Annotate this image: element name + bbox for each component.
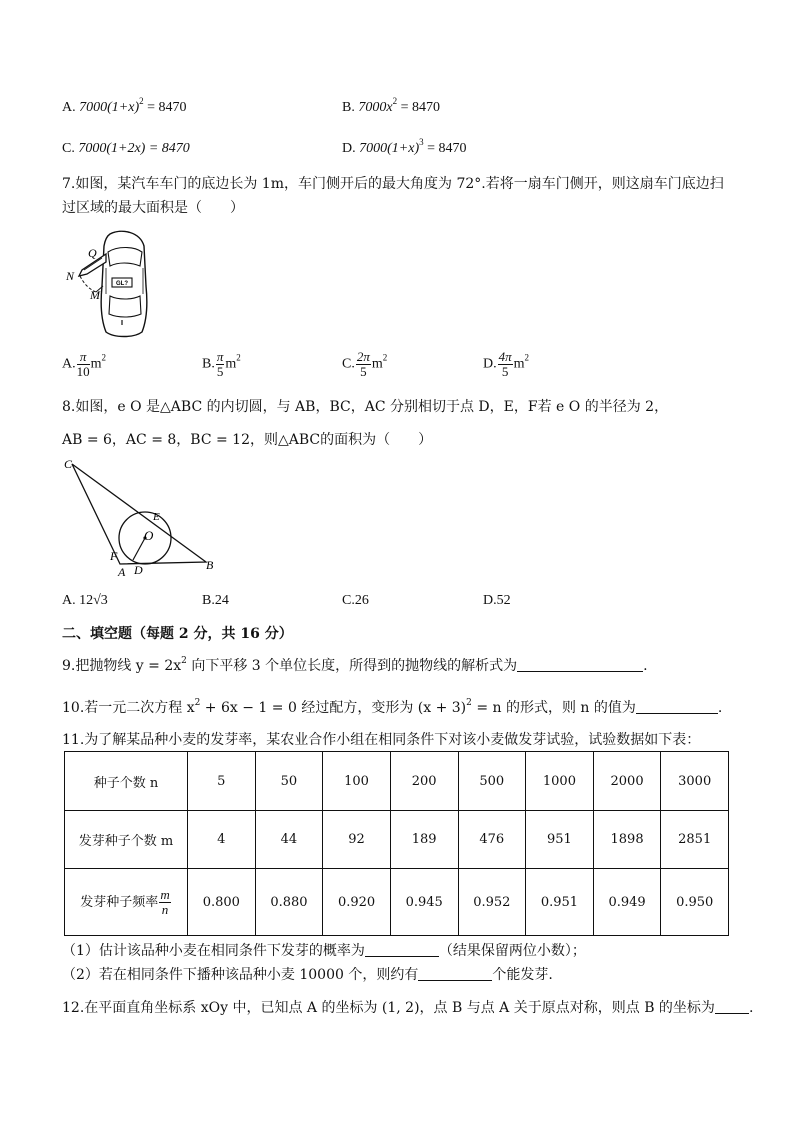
q8-option-a: A. 12√3 — [62, 593, 108, 608]
label-a: A — [118, 565, 126, 579]
table-cell: 0.920 — [323, 869, 391, 936]
table-cell: 189 — [390, 811, 458, 869]
q9-answer-blank[interactable] — [517, 657, 643, 672]
table-cell: 100 — [323, 752, 391, 811]
car-door-figure — [62, 226, 162, 340]
q10-answer-blank[interactable] — [636, 699, 718, 714]
label-c: C — [64, 457, 73, 471]
label-f: F — [110, 549, 118, 563]
q9-question: 9.把抛物线 $y = 2x^2$ 向下平移 3 个单位长度，所得到的抛物线的解析式为 . — [62, 656, 648, 674]
table-cell: 200 — [390, 752, 458, 811]
table-cell: 0.950 — [661, 869, 729, 936]
q8-question-line1: 8.如图，e O 是△ABC 的内切圆，与 AB，BC，AC 分别相切于点 D，E，F若 e O 的半径为 2， — [62, 399, 669, 415]
table-cell: 0.949 — [593, 869, 661, 936]
q11-subquestion-2: （2）若在相同条件下播种该品种小麦 10000 个，则约有 个能发芽. — [62, 967, 553, 983]
label-b: B — [206, 558, 214, 572]
row-header-germination-frequency: 发芽种子频率 $\frac{m}{n}$ — [65, 869, 188, 936]
q7-option-d: D. $\frac{4\pi}{5}$ $m^2$ — [483, 349, 530, 379]
q10-question: 10.若一元二次方程 $x^2 + 6x - 1 = 0$ 经过配方，变形为 $(x + 3)^2 = n$ 的形式，则 n 的值为 . — [62, 698, 723, 716]
table-cell: 1000 — [526, 752, 594, 811]
q11-1-answer-blank[interactable] — [365, 942, 439, 957]
svg-text:GL?: GL? — [116, 281, 128, 287]
table-cell: 0.945 — [390, 869, 458, 936]
label-m: M — [90, 288, 100, 302]
q12-question: 12.在平面直角坐标系 xOy 中，已知点 A 的坐标为 (1, 2)，点 B 与点 A 关于原点对称，则点 B 的坐标为 . — [62, 1000, 754, 1016]
table-cell: 44 — [255, 811, 323, 869]
q7-option-c: C. $\frac{2\pi}{5}$ $m^2$ — [342, 349, 388, 379]
q7-question-line2: 过区域的最大面积是（ ） — [62, 200, 244, 216]
q7-option-b: B. $\frac{\pi}{5}$ $m^2$ — [202, 349, 241, 379]
germination-table — [64, 751, 729, 936]
table-cell: 92 — [323, 811, 391, 869]
q8-option-c: C.26 — [342, 593, 369, 608]
table-cell: 0.880 — [255, 869, 323, 936]
label-q: Q — [88, 246, 97, 260]
q11-intro: 11.为了解某品种小麦的发芽率，某农业合作小组在相同条件下对该小麦做发芽试验，试验数据如下表： — [62, 732, 701, 748]
q6-option-a: A. $7000(1+x)^2 = 8470$ — [62, 96, 187, 115]
table-cell: 0.800 — [188, 869, 256, 936]
table-cell: 5 — [188, 752, 256, 811]
q7-question-line1: 7.如图，某汽车车门的底边长为 1m，车门侧开后的最大角度为 72°.若将一扇车门侧开，则这扇车门底边扫 — [62, 176, 724, 192]
table-cell: 476 — [458, 811, 526, 869]
q6-option-c: C. 7000(1+2x) = 8470 — [62, 141, 190, 156]
section-2-title: 二、填空题（每题 2 分，共 16 分） — [62, 626, 293, 642]
q11-2-answer-blank[interactable] — [418, 966, 492, 981]
label-n: N — [66, 269, 75, 283]
q8-question-line2: AB = 6，AC = 8，BC = 12，则△ABC的面积为（ ） — [62, 432, 433, 448]
q6-option-d: D. $7000(1+x)^3 = 8470$ — [342, 137, 467, 156]
q8-option-d: D.52 — [483, 593, 511, 608]
table-cell: 951 — [526, 811, 594, 869]
table-cell: 4 — [188, 811, 256, 869]
label-o: O — [144, 528, 154, 543]
table-cell: 3000 — [661, 752, 729, 811]
table-row — [65, 752, 729, 811]
table-cell: 50 — [255, 752, 323, 811]
q6-option-b: B. $7000x^2 = 8470$ — [342, 96, 440, 115]
table-cell: 2000 — [593, 752, 661, 811]
table-row — [65, 811, 729, 869]
q12-answer-blank[interactable] — [715, 999, 749, 1014]
table-row — [65, 869, 729, 936]
table-cell: 0.951 — [526, 869, 594, 936]
q7-option-a: A. $\frac{\pi}{10}$ $m^2$ — [62, 349, 107, 379]
row-header-seed-count: 种子个数 n — [65, 752, 188, 811]
table-cell: 500 — [458, 752, 526, 811]
label-d: D — [134, 563, 143, 577]
table-cell: 1898 — [593, 811, 661, 869]
row-header-germinated-count: 发芽种子个数 m — [65, 811, 188, 869]
table-cell: 2851 — [661, 811, 729, 869]
q11-subquestion-1: （1）估计该品种小麦在相同条件下发芽的概率为 （结果保留两位小数）； — [62, 943, 586, 959]
incircle-triangle-figure — [60, 454, 220, 580]
table-cell: 0.952 — [458, 869, 526, 936]
label-e: E — [153, 511, 160, 523]
q8-option-b: B.24 — [202, 593, 229, 608]
